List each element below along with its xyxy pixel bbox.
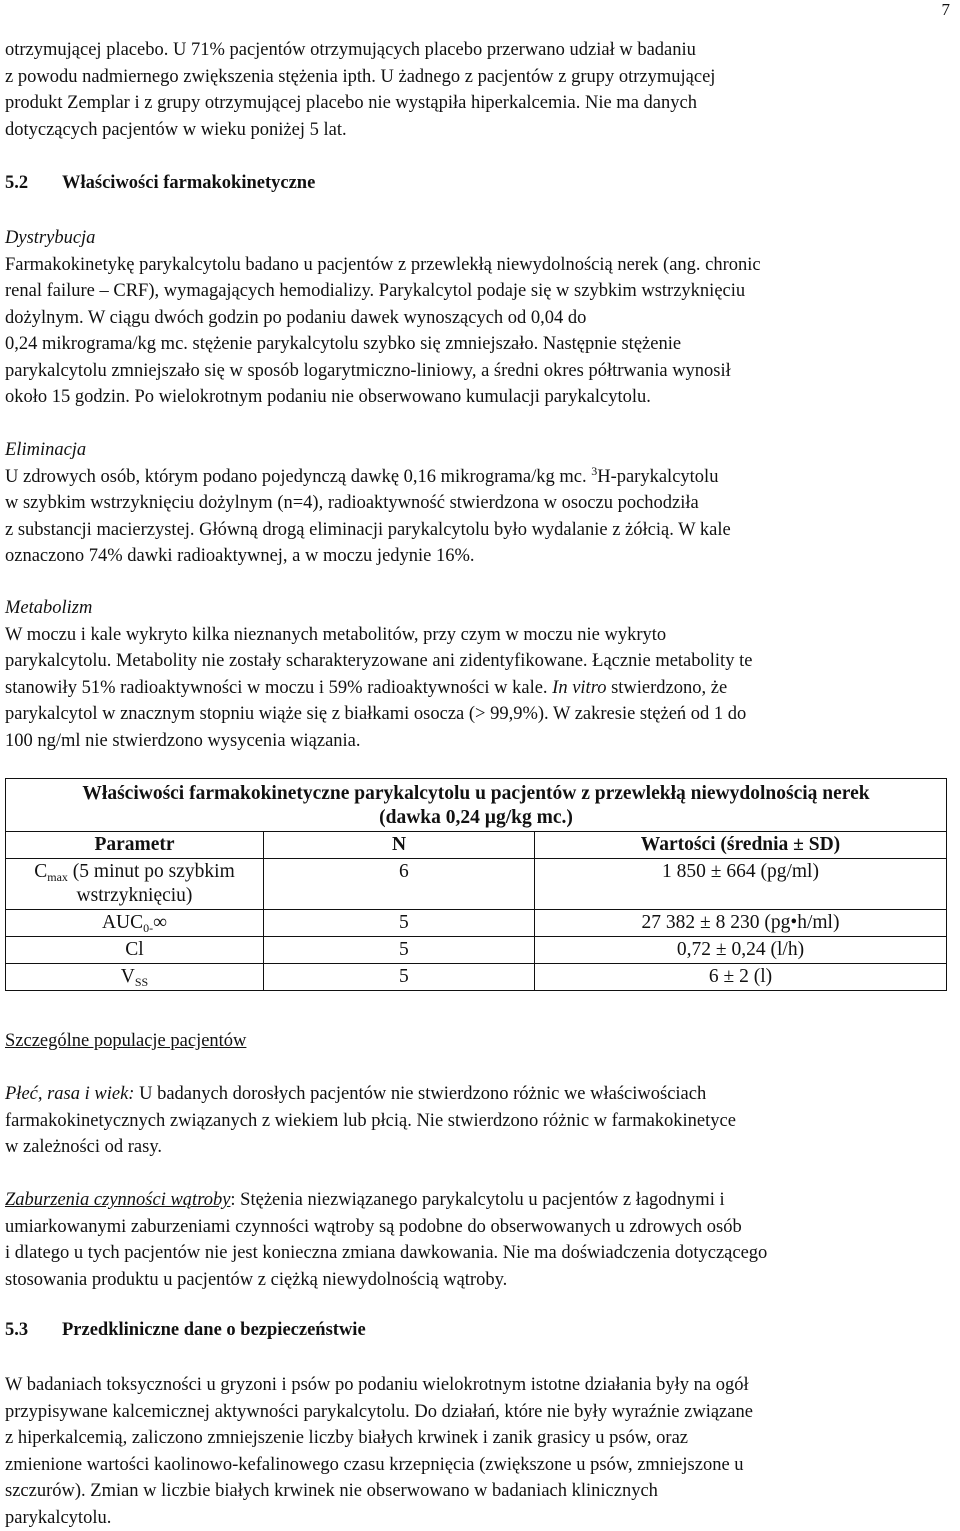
text-line: produkt Zemplar i z grupy otrzymującej placebo nie wystąpiła hiperkalcemia. Nie ma danych — [5, 90, 940, 117]
text-line: z hiperkalcemią, zaliczono zmniejszenie liczby białych krwinek i zanik grasicy u psów, oraz — [5, 1425, 940, 1452]
n-cell: 5 — [264, 937, 535, 964]
section-number: 5.3 — [5, 1320, 62, 1341]
page-number: 7 — [942, 0, 951, 20]
special-populations-heading: Szczególne populacje pacjentów — [5, 1028, 940, 1055]
text-line: oznaczono 74% dawki radioaktywnej, a w moczu jedynie 16%. — [5, 543, 940, 570]
table-row — [6, 964, 947, 991]
text-line: i dlatego u tych pacjentów nie jest konieczna zmiana dawkowania. Nie ma doświadczenia dotyczącego — [5, 1240, 940, 1267]
przedkliniczne-paragraph — [5, 1372, 940, 1531]
text-line: 100 ng/ml nie stwierdzono wysycenia wiązania. — [5, 728, 940, 755]
param-cell: $V_{SS}$ — [6, 964, 264, 991]
section-number: 5.2 — [5, 173, 62, 194]
n-cell: 5 — [264, 910, 535, 937]
text-line: z substancji macierzystej. Główną drogą eliminacji parykalcytolu było wydalanie z żółcią. W kale — [5, 517, 940, 544]
text-line: parykalcytolu zmniejszało się w sposób logarytmiczno-liniowy, a średni okres półtrwania wynosił — [5, 358, 940, 385]
section-heading-5-3 — [5, 1320, 366, 1341]
watroba-paragraph — [5, 1187, 940, 1293]
text-line: parykalcytolu. Metabolity nie zostały scharakteryzowane ani zidentyfikowane. Łącznie metabolity te — [5, 648, 940, 675]
column-header: Parametr — [6, 832, 264, 859]
text-line: z powodu nadmiernego zwiększenia stężenia ipth. U żadnego z pacjentów z grupy otrzymującej — [5, 64, 940, 91]
value-cell: 27 382 ± 8 230 (pg•h/ml) — [535, 910, 947, 937]
n-cell: 6 — [264, 859, 535, 910]
table-row — [6, 910, 947, 937]
param-cell: $C_{max}$ (5 minut po szybkim wstrzyknięciu) — [6, 859, 264, 910]
text-line: stanowiły 51% radioaktywności w moczu i 59% radioaktywności w kale. In vitro stwierdzono, że — [5, 675, 940, 702]
text-line: U zdrowych osób, którym podano pojedynczą dawkę 0,16 mikrograma/kg mc. $^3$H-parykalcytolu — [5, 464, 940, 491]
text-line: w szybkim wstrzyknięciu dożylnym (n=4), radioaktywność stwierdzona w osoczu pochodziła — [5, 490, 940, 517]
text-line: stosowania produktu u pacjentów z ciężką niewydolnością wątroby. — [5, 1267, 940, 1294]
n-cell: 5 — [264, 964, 535, 991]
text-line: parykalcytol w znacznym stopniu wiąże się z białkami osocza (> 99,9%). W zakresie stężeń od 1 do — [5, 701, 940, 728]
text-line: szczurów). Zmian w liczbie białych krwinek nie obserwowano w badaniach klinicznych — [5, 1478, 940, 1505]
param-cell: $AUC_{0-}\infty$ — [6, 910, 264, 937]
text-line: dożylnym. W ciągu dwóch godzin po podaniu dawek wynoszących od 0,04 do — [5, 305, 940, 332]
section-heading-5-2 — [5, 173, 315, 194]
metabolizm-section — [5, 595, 940, 754]
text-line: otrzymującej placebo. U 71% pacjentów otrzymujących placebo przerwano udział w badaniu — [5, 37, 940, 64]
section-title: Właściwości farmakokinetyczne — [62, 173, 315, 193]
subsection-heading: Eliminacja — [5, 437, 940, 464]
text-line: W moczu i kale wykryto kilka nieznanych metabolitów, przy czym w moczu nie wykryto — [5, 622, 940, 649]
text-line: w zależności od rasy. — [5, 1134, 940, 1161]
value-cell: 1 850 ± 664 (pg/ml) — [535, 859, 947, 910]
text-line: Farmakokinetykę parykalcytolu badano u pacjentów z przewlekłą niewydolnością nerek (ang. chronic — [5, 252, 940, 279]
subsection-heading: Dystrybucja — [5, 225, 940, 252]
text-line: około 15 godzin. Po wielokrotnym podaniu nie obserwowano kumulacji parykalcytolu. — [5, 384, 940, 411]
plec-paragraph — [5, 1081, 940, 1161]
dystrybucja-section — [5, 225, 940, 411]
text-line: przypisywane kalcemicznej aktywności parykalcytolu. Do działań, które nie były wyraźnie związane — [5, 1399, 940, 1426]
text-line: dotyczących pacjentów w wieku poniżej 5 lat. — [5, 117, 940, 144]
text-line: Płeć, rasa i wiek: U badanych dorosłych pacjentów nie stwierdzono różnic we właściwościach — [5, 1081, 940, 1108]
value-cell: 0,72 ± 0,24 (l/h) — [535, 937, 947, 964]
table-row — [6, 937, 947, 964]
table-row — [6, 859, 947, 910]
table-header-row — [6, 832, 947, 859]
value-cell: 6 ± 2 (l) — [535, 964, 947, 991]
column-header: N — [264, 832, 535, 859]
text-line: zmienione wartości kaolinowo-kefalinowego czasu krzepnięcia (zwiększone u psów, zmniejszone u — [5, 1452, 940, 1479]
text-line: W badaniach toksyczności u gryzoni i psów po podaniu wielokrotnym istotne działania były na ogół — [5, 1372, 940, 1399]
param-cell: Cl — [6, 937, 264, 964]
subsection-heading: Metabolizm — [5, 595, 940, 622]
pharmacokinetics-table — [5, 778, 947, 991]
eliminacja-section — [5, 437, 940, 570]
text-line: Zaburzenia czynności wątroby: Stężenia niezwiązanego parykalcytolu u pacjentów z łagodnymi i — [5, 1187, 940, 1214]
text-line: 0,24 mikrograma/kg mc. stężenie parykalcytolu szybko się zmniejszało. Następnie stężenie — [5, 331, 940, 358]
text-line: parykalcytolu. — [5, 1505, 940, 1531]
table-title: Właściwości farmakokinetyczne parykalcytolu u pacjentów z przewlekłą niewydolnością nerek (dawka 0,24 µg/kg mc.) — [6, 779, 947, 832]
column-header: Wartości (średnia ± SD) — [535, 832, 947, 859]
section-title: Przedkliniczne dane o bezpieczeństwie — [62, 1320, 366, 1340]
text-line: farmakokinetycznych związanych z wiekiem lub płcią. Nie stwierdzono różnic w farmakokinetyce — [5, 1108, 940, 1135]
text-line: renal failure – CRF), wymagających hemodializy. Parykalcytol podaje się w szybkim wstrzyknięciu — [5, 278, 940, 305]
text-line: umiarkowanymi zaburzeniami czynności wątroby są podobne do obserwowanych u zdrowych osób — [5, 1214, 940, 1241]
intro-paragraph — [5, 37, 940, 143]
